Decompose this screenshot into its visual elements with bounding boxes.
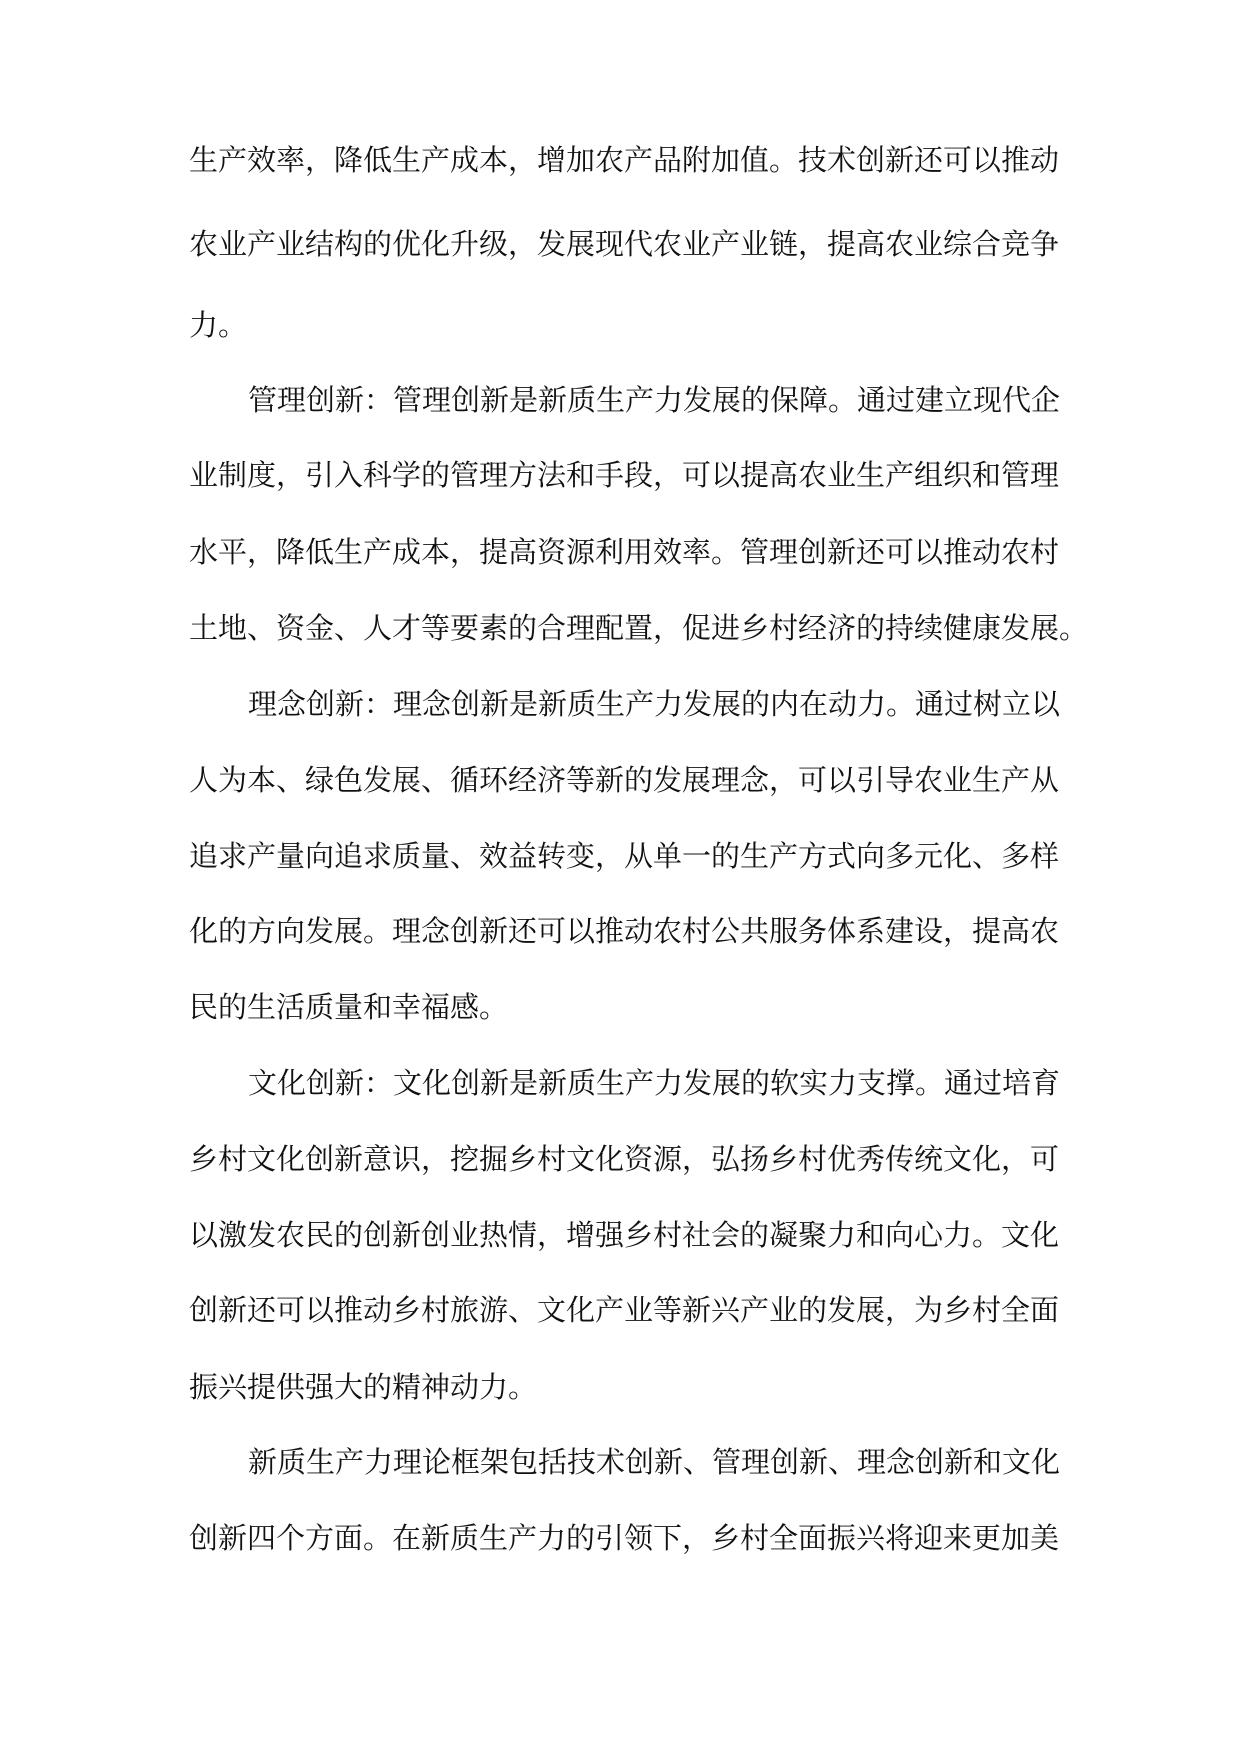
paragraph-line: 创新还可以推动乡村旅游、文化产业等新兴产业的发展，为乡村全面 — [189, 1293, 1060, 1327]
paragraph-line: 水平，降低生产成本，提高资源利用效率。管理创新还可以推动农村 — [189, 535, 1060, 569]
paragraph-line: 追求产量向追求质量、效益转变，从单一的生产方式向多元化、多样 — [189, 839, 1060, 873]
paragraph-line: 民的生活质量和幸福感。 — [189, 990, 509, 1024]
paragraph-line: 农业产业结构的优化升级，发展现代农业产业链，提高农业综合竞争 — [189, 227, 1060, 261]
paragraph-line: 文化创新：文化创新是新质生产力发展的软实力支撑。通过培育 — [248, 1066, 1061, 1100]
paragraph-line: 化的方向发展。理念创新还可以推动农村公共服务体系建设，提高农 — [189, 914, 1060, 948]
paragraph-line: 理念创新：理念创新是新质生产力发展的内在动力。通过树立以 — [248, 687, 1061, 721]
paragraph-line: 生产效率，降低生产成本，增加农产品附加值。技术创新还可以推动 — [189, 143, 1060, 177]
paragraph-line: 力。 — [189, 308, 248, 342]
paragraph-line: 管理创新：管理创新是新质生产力发展的保障。通过建立现代企 — [248, 383, 1061, 417]
paragraph-line: 创新四个方面。在新质生产力的引领下，乡村全面振兴将迎来更加美 — [189, 1521, 1060, 1555]
paragraph-line: 振兴提供强大的精神动力。 — [189, 1370, 538, 1404]
paragraph-line: 以激发农民的创新创业热情，增强乡村社会的凝聚力和向心力。文化 — [189, 1218, 1060, 1252]
paragraph-line: 业制度，引入科学的管理方法和手段，可以提高农业生产组织和管理 — [189, 458, 1060, 492]
paragraph-line: 人为本、绿色发展、循环经济等新的发展理念，可以引导农业生产从 — [189, 763, 1060, 797]
paragraph-line: 乡村文化创新意识，挖掘乡村文化资源，弘扬乡村优秀传统文化，可 — [189, 1142, 1060, 1176]
paragraph-line: 土地、资金、人才等要素的合理配置，促进乡村经济的持续健康发展。 — [189, 611, 1089, 645]
paragraph-line: 新质生产力理论框架包括技术创新、管理创新、理念创新和文化 — [248, 1445, 1061, 1479]
